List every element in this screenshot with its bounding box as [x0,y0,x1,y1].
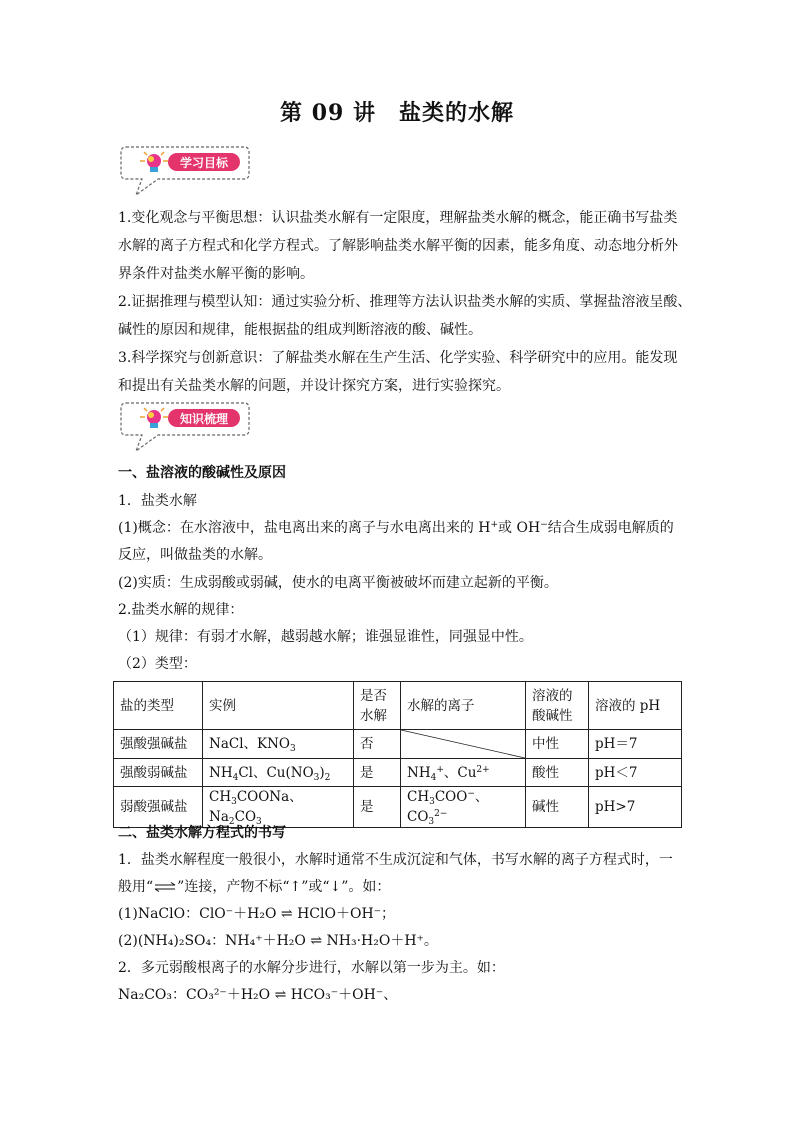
concept-line-1: (1)概念：在水溶液中，盐电离出来的离子与水电离出来的 H+或 OH−结合生成弱电解质的 [118,520,674,536]
header-cell: 是否 水解 [354,682,401,730]
header-cell: 溶液的 酸碱性 [526,682,589,730]
section-2-line-1: 1．盐类水解程度一般很小，水解时通常不生成沉淀和气体，书写水解的离子方程式时，一 [118,852,673,868]
table-row: 强酸强碱盐 NaCl、$KNO_3$ 否 中性 pH＝7 [114,730,682,759]
table-row: 弱酸强碱盐 $CH_3COONa$、$Na_2CO_3$ 是 $CH_3COO^-$、$CO_3^{2-}$ 碱性 pH>7 [114,787,682,828]
section-1-heading: 一、盐溶液的酸碱性及原因 [118,465,286,481]
section-2-line-2: 般用“ ”连接，产物不标“↑”或“↓”。如： [118,879,391,895]
diagonal-empty-cell [401,730,526,759]
badge-label: 知识梳理 [179,412,229,426]
header-cell: 实例 [203,682,354,730]
learning-goals-badge [118,143,252,199]
essence-line: (2)实质：生成弱酸或弱碱，使水的电离平衡被破坏而建立起新的平衡。 [118,575,558,591]
header-cell: 盐的类型 [114,682,203,730]
salt-hydrolysis-table [113,681,682,828]
table-header-row [114,682,682,730]
equation-1: (1)NaClO：ClO⁻＋H₂O ⇌ HClO＋OH⁻； [118,906,396,922]
concept-line-2: 反应，叫做盐类的水解。 [118,547,272,563]
types-line: （2）类型： [118,656,197,672]
section-2-heading: 二、盐类水解方程式的书写 [118,825,286,841]
header-cell: 溶液的 pH [589,682,682,730]
equilibrium-arrow-icon [153,882,177,892]
badge-label: 学习目标 [179,156,229,170]
table-row: 强酸弱碱盐 $NH_4Cl$、$Cu(NO_3)_2$ 是 $NH_4^+$、$Cu^{2+}$ 酸性 pH＜7 [114,759,682,787]
equation-3: Na₂CO₃：CO₃²⁻＋H₂O ⇌ HCO₃⁻＋OH⁻、 [118,987,398,1003]
page-title: 第 09 讲 盐类的水解 [280,100,514,126]
objectives: 1.变化观念与平衡思想：认识盐类水解有一定限度，理解盐类水解的概念，能正确书写盐类 水解的离子方程式和化学方程式。了解影响盐类水解平衡的因素，能多角度、动态地分析外 界条件对盐类水解平衡的影响。 2.证据推理与模型认知：通过实验分析、推理等方法认识盐类水解的实质、掌握盐溶液呈酸、 碱性的原因和规律，能根据盐的组成判断溶液的酸、碱性。 3.科学探究与创新意识：了解盐类水解在生产生活、化学实验、科学研究中的应用。能发现 和提出有关盐类水解的问题，并设计探究方案，进行实验探究。 [118,210,692,394]
equation-2: (2)(NH₄)₂SO₄：NH₄⁺＋H₂O ⇌ NH₃·H₂O＋H⁺。 [118,933,438,949]
subheading-hydrolysis: 1．盐类水解 [118,493,197,509]
header-cell: 水解的离子 [401,682,526,730]
knowledge-review-badge [118,399,252,455]
rule-line: （1）规律：有弱才水解，越弱越水解；谁强显谁性，同强显中性。 [118,629,533,645]
section-2-line-3: 2．多元弱酸根离子的水解分步进行，水解以第一步为主。如： [118,960,505,976]
subheading-rules: 2.盐类水解的规律： [118,602,244,618]
